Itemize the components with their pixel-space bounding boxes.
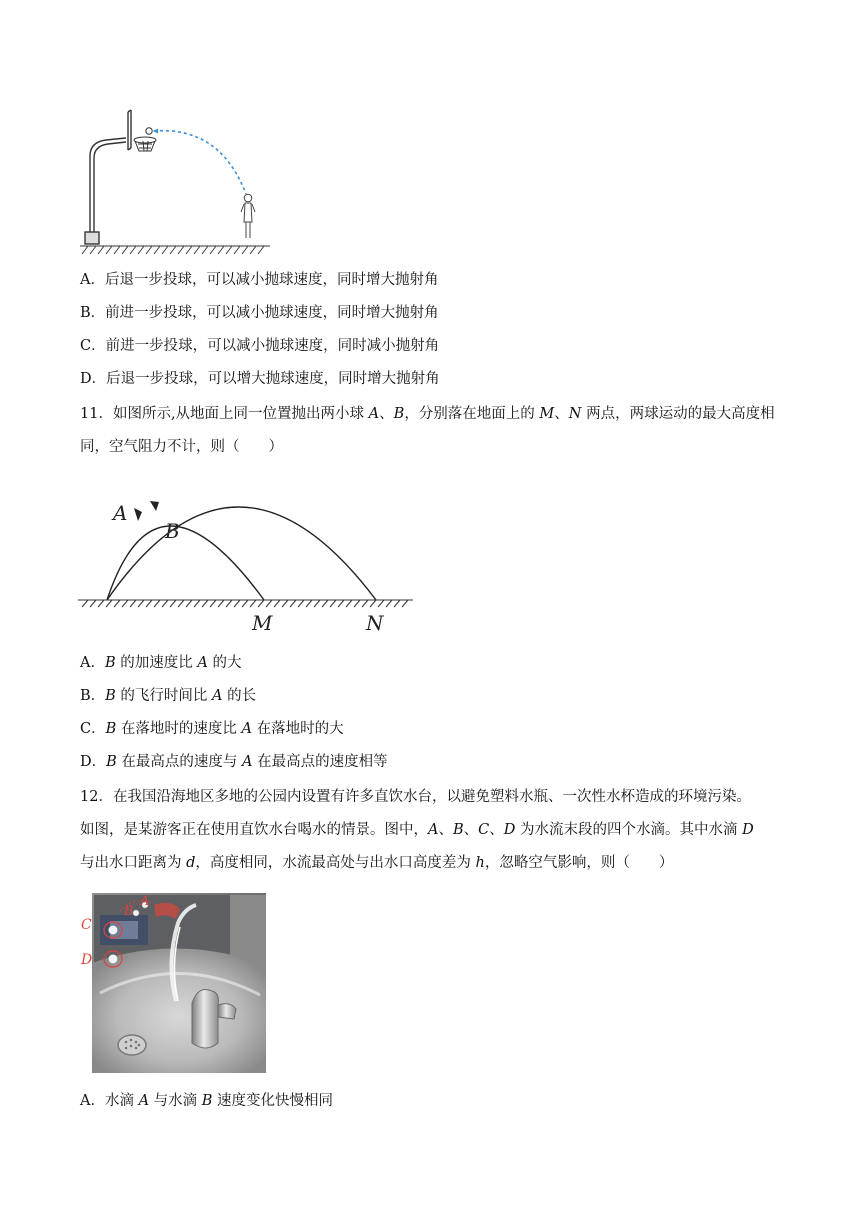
q11-stem-var: A xyxy=(368,406,380,422)
option-var: B xyxy=(106,754,117,770)
q12-text: ，忽略空气影响，则（ ） xyxy=(484,855,674,871)
q11-stem-text: ，分别落在地面上的 xyxy=(404,406,540,422)
q11-option-a xyxy=(80,653,241,673)
option-text: 在落地时的大 xyxy=(251,721,344,737)
option-var: A xyxy=(212,688,223,704)
q11-option-b xyxy=(80,686,256,706)
q12-option-a xyxy=(80,1091,333,1111)
q10-option-d: D．后退一步投球，可以增大抛球速度，同时增大抛射角 xyxy=(80,371,440,387)
q12-var: C xyxy=(478,822,490,838)
photo-label-c: C xyxy=(81,917,92,933)
option-text: 的加速度比 xyxy=(115,655,198,671)
q10-option-c: C．前进一步投球，可以减小抛球速度，同时减小抛射角 xyxy=(80,338,440,354)
q12-var: A xyxy=(428,822,439,838)
option-text: 在最高点的速度与 xyxy=(116,754,243,770)
player-figure xyxy=(241,194,255,238)
trajectory-b xyxy=(107,507,376,600)
q12-text: 、 xyxy=(463,822,479,838)
photo-label-b: B xyxy=(124,904,134,919)
q11-stem-var: B xyxy=(393,406,405,422)
option-prefix: C． xyxy=(80,721,106,737)
ball-trajectory xyxy=(154,131,246,194)
q12-stem-line2 xyxy=(80,820,754,840)
option-var: B xyxy=(105,688,116,704)
q12-stem-line1: 12．在我国沿海地区多地的公园内设置有许多直饮水台，以避免塑料水瓶、一次性水杯造成的环境污染。 xyxy=(80,789,751,805)
q11-option-c xyxy=(80,719,344,739)
q12-text: 、 xyxy=(489,822,504,838)
q10-option-b: B．前进一步投球，可以减小抛球速度，同时增大抛射角 xyxy=(80,305,439,321)
option-prefix: D． xyxy=(80,754,107,770)
option-prefix: B． xyxy=(80,688,106,704)
photo-label-d: D xyxy=(81,952,93,968)
q12-var: B xyxy=(452,822,464,838)
q12-text: ，高度相同，水流最高处与出水口高度差为 xyxy=(195,855,476,871)
basketball-hoop xyxy=(134,137,156,151)
q12-var: D xyxy=(742,822,754,838)
q10-option-a: A．后退一步投球，可以减小抛球速度，同时增大抛射角 xyxy=(80,272,439,288)
option-var: A xyxy=(138,1093,150,1109)
option-prefix: A． xyxy=(80,655,105,671)
q11-stem-line1 xyxy=(80,404,775,424)
trajectory-figure xyxy=(78,474,418,638)
arrow-a xyxy=(134,508,142,521)
q11-stem-line2: 同，空气阻力不计，则（ ） xyxy=(80,439,283,455)
q12-text: 为水流末段的四个水滴。其中水滴 xyxy=(515,822,743,838)
option-text: 与水滴 xyxy=(149,1093,202,1109)
q12-var: d xyxy=(186,855,196,871)
option-var: B xyxy=(105,721,117,737)
option-text: 的大 xyxy=(207,655,242,671)
photo-label-a: A xyxy=(140,894,150,909)
q12-var: h xyxy=(475,855,485,871)
label-n: N xyxy=(366,611,384,635)
label-m: M xyxy=(252,611,273,635)
ground-hatch xyxy=(78,600,413,607)
q12-text: 、 xyxy=(438,822,453,838)
basketball-stand xyxy=(85,110,131,244)
label-b: B xyxy=(165,519,180,543)
q11-option-d xyxy=(80,752,388,772)
option-text: 的长 xyxy=(222,688,257,704)
option-var: B xyxy=(104,655,116,671)
q11-stem-text: 、 xyxy=(554,406,569,422)
ground-hatch xyxy=(80,246,270,254)
basketball-ball xyxy=(146,128,152,134)
option-var: A xyxy=(241,721,252,737)
fountain-photo xyxy=(80,893,266,1073)
q12-var: D xyxy=(503,822,516,838)
q12-text: 与出水口距离为 xyxy=(80,855,187,871)
q12-stem-line3 xyxy=(80,853,673,873)
q11-stem-text: 11．如图所示,从地面上同一位置抛出两小球 xyxy=(80,406,369,422)
q12-text: 如图，是某游客正在使用直饮水台喝水的情景。图中， xyxy=(80,822,428,838)
q11-stem-text: 两点，两球运动的最大高度相 xyxy=(581,406,775,422)
q11-stem-text: 、 xyxy=(379,406,394,422)
option-var: A xyxy=(242,754,253,770)
label-a: A xyxy=(113,501,128,525)
option-prefix: A．水滴 xyxy=(80,1093,139,1109)
option-text: 在最高点的速度相等 xyxy=(252,754,388,770)
option-text: 在落地时的速度比 xyxy=(116,721,242,737)
option-text: 速度变化快慢相同 xyxy=(212,1093,334,1109)
trajectory-a xyxy=(107,526,264,600)
option-var: B xyxy=(201,1093,213,1109)
basketball-figure xyxy=(80,104,280,256)
option-var: A xyxy=(197,655,208,671)
option-text: 的飞行时间比 xyxy=(115,688,213,704)
q11-stem-var: N xyxy=(568,406,582,422)
arrow-b xyxy=(150,501,159,511)
q11-stem-var: M xyxy=(539,406,555,422)
